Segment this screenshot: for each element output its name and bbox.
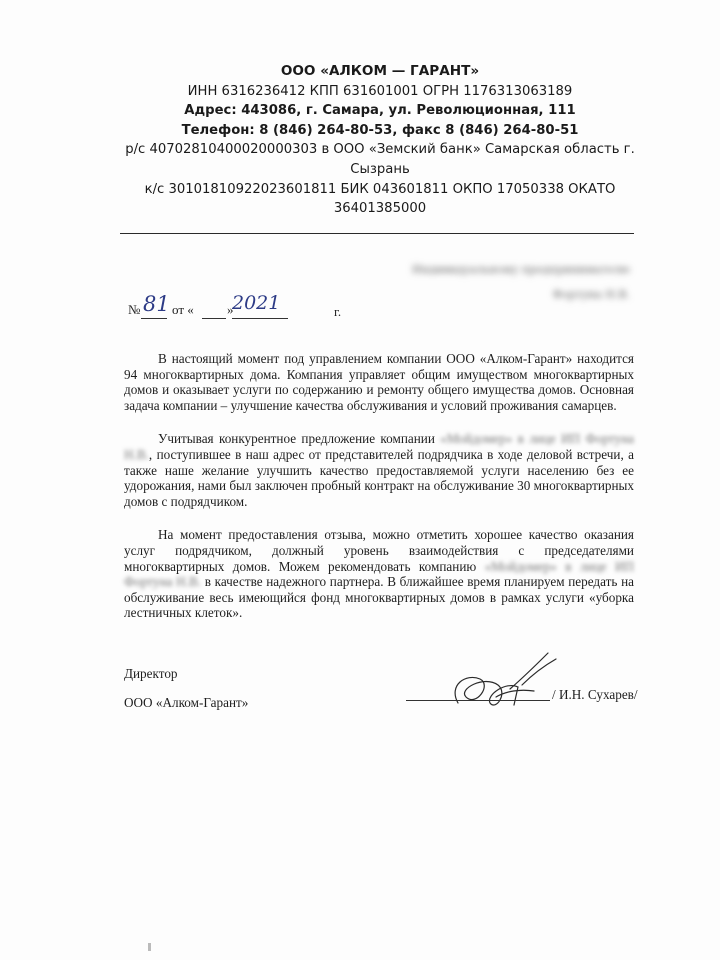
day-underline — [202, 318, 226, 319]
paragraph-2 — [124, 431, 634, 509]
company-ids: ИНН 6316236412 КПП 631601001 ОГРН 1176313063189 — [187, 83, 573, 99]
letter-body — [124, 351, 634, 639]
paragraph-1: В настоящий момент под управлением компании ООО «Алком-Гарант» находится 94 многоквартирных дома. Компания управляет общим имуществом многоквартирных домов и оказывает услуги по содержанию и ремонту общего имущества домов. Основная задача компании – улучшение качества обслуживания и условий проживания самарцев. — [124, 351, 634, 413]
signatory-position: Директор — [124, 666, 178, 681]
year-underline — [232, 318, 288, 319]
paragraph-3-end: в качестве надежного партнера. В ближайшее время планируем передать на обслуживание весь имеющийся фонд многоквартирных домов в рамках услуги «уборка лестничных клеток». — [124, 574, 634, 621]
number-sign: № — [128, 302, 141, 317]
handwritten-number: 81 — [143, 292, 170, 316]
signatory-block — [124, 659, 248, 717]
signature-underline — [406, 700, 550, 701]
letterhead — [110, 62, 650, 219]
document-number-line — [128, 292, 368, 326]
signatory-company: ООО «Алком-Гарант» — [124, 695, 249, 710]
number-underline — [141, 318, 167, 319]
redacted-contractor-name: «Мойдомер» в лице ИП Фортуна Н.В. — [124, 431, 634, 462]
handwritten-year: 2021 — [232, 292, 281, 314]
recipient-line-2: Фортуна Н.В. — [552, 288, 630, 301]
paragraph-2-end: , поступившее в наш адрес от представителей подрядчика в ходе деловой встречи, а также наше желание улучшить качество предоставляемой услуги населению без ее удорожания, нами был заключен пробный контракт на обслуживание 30 многоквартирных домов с подрядчиком. — [124, 446, 634, 509]
company-name: ООО «АЛКОМ — ГАРАНТ» — [280, 63, 480, 79]
paragraph-3 — [124, 527, 634, 621]
recipient-block — [412, 257, 630, 307]
bank-codes: к/с 30101810922023601811 БИК 043601811 ОКПО 17050338 ОКАТО 36401385000 — [144, 181, 616, 217]
company-address: Адрес: 443086, г. Самара, ул. Революционная, 111 — [184, 103, 576, 119]
bank-account: р/с 40702810400020000303 в ООО «Земский банк» Самарская область г. Сызрань — [125, 142, 635, 177]
handwritten-signature — [436, 645, 566, 720]
letterhead-divider — [120, 233, 634, 234]
redacted-contractor-name-2: «Мойдомер» в лице ИП Фортуна Н.В. — [124, 558, 635, 590]
signatory-name: / И.Н. Сухарев/ — [552, 687, 638, 702]
company-phone: Телефон: 8 (846) 264-80-53, факс 8 (846) 264-80-51 — [181, 122, 579, 138]
recipient-line-1: Индивидуальному предпринимателю — [411, 263, 630, 276]
scan-speck — [148, 943, 151, 951]
year-suffix: г. — [334, 304, 342, 319]
date-quote-close: » — [227, 302, 234, 317]
paragraph-2-start: Учитывая конкурентное предложение компании — [158, 431, 435, 447]
date-from-label: от « — [172, 302, 194, 317]
paragraph-3-start: На момент предоставления отзыва, можно отметить хорошее качество оказания услуг подрядчиком, должный уровень взаимодействия с председателями многоквартирных домов. Можем рекомендовать компанию — [124, 527, 634, 574]
